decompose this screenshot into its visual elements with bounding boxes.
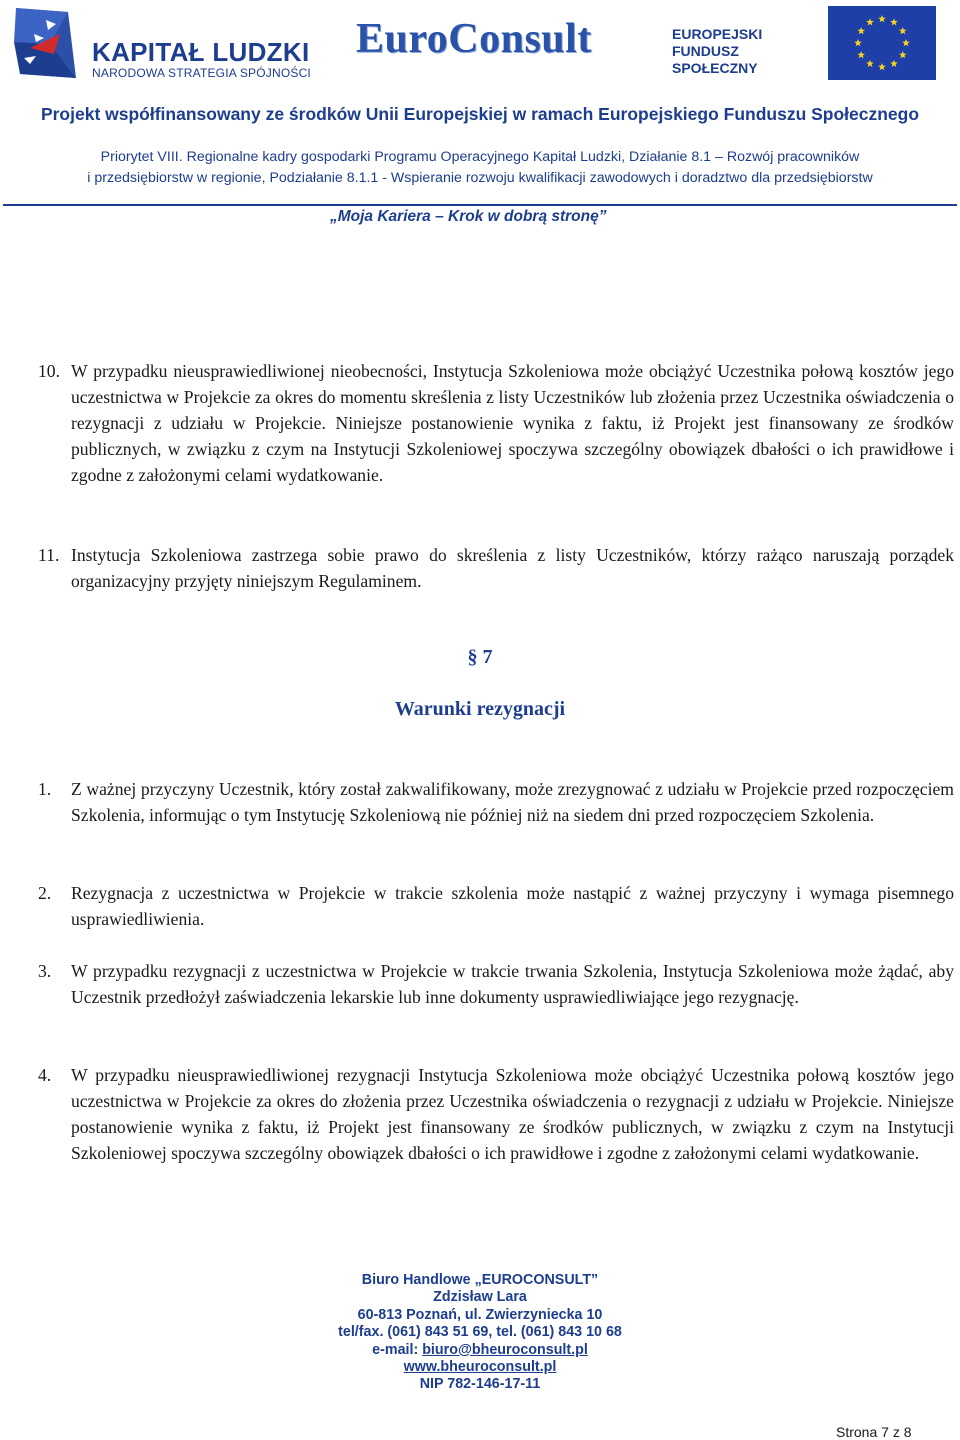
section-paragraph-mark: § 7 (467, 646, 493, 668)
list-item (38, 1062, 954, 1166)
kapital-ludzki-logo (10, 4, 310, 84)
list-item-text: W przypadku rezygnacji z uczestnictwa w Projekcie w trakcie trwania Szkolenia, Instytucja Szkoleniowa może żądać, aby Uczestnik przedłożył zaświadczenia lekarskie lub inne dokumenty usprawiedliwiające jego rezygnację. (71, 961, 954, 1007)
section-title: Warunki rezygnacji (394, 698, 566, 720)
cofinancing-statement: Projekt współfinansowany ze środków Unii Europejskiej w ramach Europejskiego Funduszu Społecznego (40, 104, 920, 124)
list-item-text: W przypadku nieusprawiedliwionej nieobecności, Instytucja Szkoleniowa może obciążyć Uczestnika połową kosztów jego uczestnictwa w Projekcie za okres do momentu skreślenia z listy Uczestników lub złożenia przez Uczestnika oświadczenia o rezygnacji z udziału w Projekcie. Niniejsze postanowienie wynika z faktu, iż Projekt jest finansowany ze środków publicznych, w związku z czym na Instytucji Szkoleniowej spoczywa szczególny obowiązek dbałości o ich prawidłowe i zgodne z założonymi celami wydatkowanie. (71, 361, 954, 485)
list-item-text: W przypadku nieusprawiedliwionej rezygnacji Instytucja Szkoleniowa może obciążyć Uczestnika połową kosztów jego uczestnictwa w Projekcie za okres do złożenia przez Uczestnika oświadczenia o rezygnacji z udziału w Projekcie. Niniejsze postanowienie wynika z faktu, iż Projekt jest finansowany ze środków publicznych, w związku z czym na Instytucji Szkoleniowej spoczywa szczególny obowiązek dbałości o ich prawidłowe i zgodne z założonymi celami wydatkowanie. (71, 1065, 954, 1163)
eu-flag-icon (828, 6, 936, 80)
list-item (38, 880, 954, 932)
list-item (38, 776, 954, 828)
priority-line-2: i przedsiębiorstw w regionie, Podziałanie 8.1.1 - Wspieranie rozwoju kwalifikacji zawodowych i doradztwo dla przedsiębiorstw (87, 170, 873, 186)
footer-email-line (0, 1342, 960, 1359)
list-item-number: 10. (38, 361, 60, 381)
list-item-number: 4. (38, 1065, 52, 1085)
footer-contact (0, 1272, 960, 1394)
kapital-ludzki-flag-icon (10, 4, 82, 82)
efs-logo-text (672, 26, 818, 77)
list-item (38, 358, 954, 488)
footer-office: Biuro Handlowe „EUROCONSULT” (361, 1272, 599, 1288)
list-item-number: 11. (38, 545, 60, 565)
kapital-ludzki-title: KAPITAŁ LUDZKI (92, 37, 310, 67)
euroconsult-logo: EuroConsult (356, 16, 592, 62)
header-logos (0, 0, 960, 92)
list-item-text: Rezygnacja z uczestnictwa w Projekcie w trakcie szkolenia może nastąpić z ważnej przyczyny i wymaga pisemnego usprawiedliwienia. (71, 883, 954, 929)
list-item-number: 2. (38, 883, 52, 903)
list-item-text: Instytucja Szkoleniowa zastrzega sobie prawo do skreślenia z listy Uczestników, którzy rażąco naruszają porządek organizacyjny przyjęty niniejszym Regulaminem. (71, 545, 954, 591)
priority-description (0, 147, 960, 189)
page-number: Strona 7 z 8 (836, 1424, 912, 1440)
list-item (38, 958, 954, 1010)
footer-website-line (0, 1359, 960, 1376)
list-item (38, 542, 954, 594)
kapital-ludzki-subtitle: NARODOWA STRATEGIA SPÓJNOŚCI (92, 66, 311, 80)
header-divider (3, 204, 957, 206)
priority-line-1: Priorytet VIII. Regionalne kadry gospodarki Programu Operacyjnego Kapitał Ludzki, Działanie 8.1 – Rozwój pracowników (100, 149, 860, 165)
footer-email-label: e-mail: (372, 1341, 423, 1358)
footer-address: 60-813 Poznań, ul. Zwierzyniecka 10 (357, 1306, 603, 1323)
efs-line-1: EUROPEJSKI (672, 26, 763, 42)
list-item-number: 3. (38, 961, 52, 981)
footer-phone: tel/fax. (061) 843 51 69, tel. (061) 843 10 68 (338, 1324, 622, 1341)
footer-email-link[interactable]: biuro@bheuroconsult.pl (422, 1341, 588, 1358)
project-name: „Moja Kariera – Krok w dobrą stronę” (330, 208, 607, 225)
list-item-text: Z ważnej przyczyny Uczestnik, który został zakwalifikowany, może zrezygnować z udziału w Projekcie przed rozpoczęciem Szkolenia, informując o tym Instytucję Szkoleniową nie później niż na siedem dni przed rozpoczęciem Szkolenia. (71, 779, 954, 825)
list-item-number: 1. (38, 779, 52, 799)
footer-person: Zdzisław Lara (433, 1289, 527, 1306)
footer-website-link[interactable]: www.bheuroconsult.pl (403, 1359, 557, 1376)
footer-nip: NIP 782-146-17-11 (419, 1376, 541, 1393)
efs-line-2: FUNDUSZ SPOŁECZNY (672, 43, 758, 76)
